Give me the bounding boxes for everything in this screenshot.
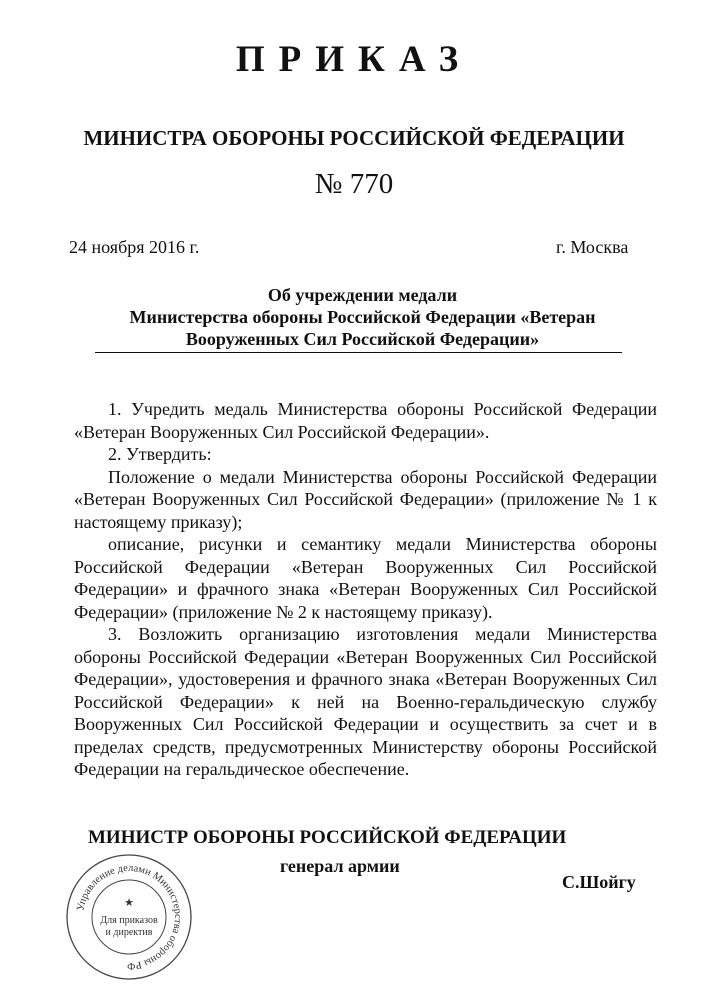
seal-star-icon: ★ (124, 897, 134, 909)
heading-line-1: Об учреждении медали (267, 285, 458, 305)
paragraph-2: 2. Утвердить: (108, 444, 212, 464)
heading-line-2: Министерства обороны Российской Федерации «Ветеран (129, 307, 596, 327)
official-stamp-seal (64, 852, 194, 982)
seal-center-line-1: Для приказов (100, 915, 158, 926)
paragraph-3: Положение о медали Министерства обороны Российской Федерации «Ветеран Вооруженных Сил Российской Федерации» (приложение № 1 к настоящему приказу); (74, 466, 657, 532)
signatory-name: С.Шойгу (562, 872, 636, 892)
signatory-post: МИНИСТР ОБОРОНЫ РОССИЙСКОЙ ФЕДЕРАЦИИ (88, 827, 567, 848)
heading-line-3: Вооруженных Сил Российской Федерации» (185, 329, 540, 349)
seal-center-line-2: и директив (105, 927, 153, 938)
paragraph-1: 1. Учредить медаль Министерства обороны Российской Федерации «Ветеран Вооруженных Сил Российской Федерации». (74, 399, 657, 442)
order-date: 24 ноября 2016 г. (69, 237, 200, 257)
paragraph-5: 3. Возложить организацию изготовления медали Министерства обороны Российской Федерации «Ветеран Вооруженных Сил Российской Федерации», удостоверения и фрачного знака «Ветеран Вооруженных Сил Российской Федерации» к ней на Военно-геральдическую службу Вооруженных Сил Российской Федерации и осуществить за счет и в пределах средств, предусмотренных Министерству обороны Российской Федерации на геральдическое обеспечение. (74, 624, 657, 779)
order-number: № 770 (314, 168, 394, 200)
paragraph-4: описание, рисунки и семантику медали Министерства обороны Российской Федерации «Ветеран Вооруженных Сил Российской Федерации» и фрачного знака «Ветеран Вооруженных Сил Российской Федерации» (приложение № 2 к настоящему приказу). (74, 534, 657, 622)
order-subject-heading (80, 284, 645, 350)
document-type-title: ПРИКАЗ (235, 39, 473, 80)
signatory-rank: генерал армии (280, 856, 400, 876)
order-body (74, 398, 657, 781)
seal-ring-text: Управление делами Министерства обороны РФ (75, 862, 184, 972)
order-city: г. Москва (556, 237, 629, 257)
heading-underline (95, 352, 622, 353)
issuer-line: МИНИСТРА ОБОРОНЫ РОССИЙСКОЙ ФЕДЕРАЦИИ (83, 126, 625, 150)
